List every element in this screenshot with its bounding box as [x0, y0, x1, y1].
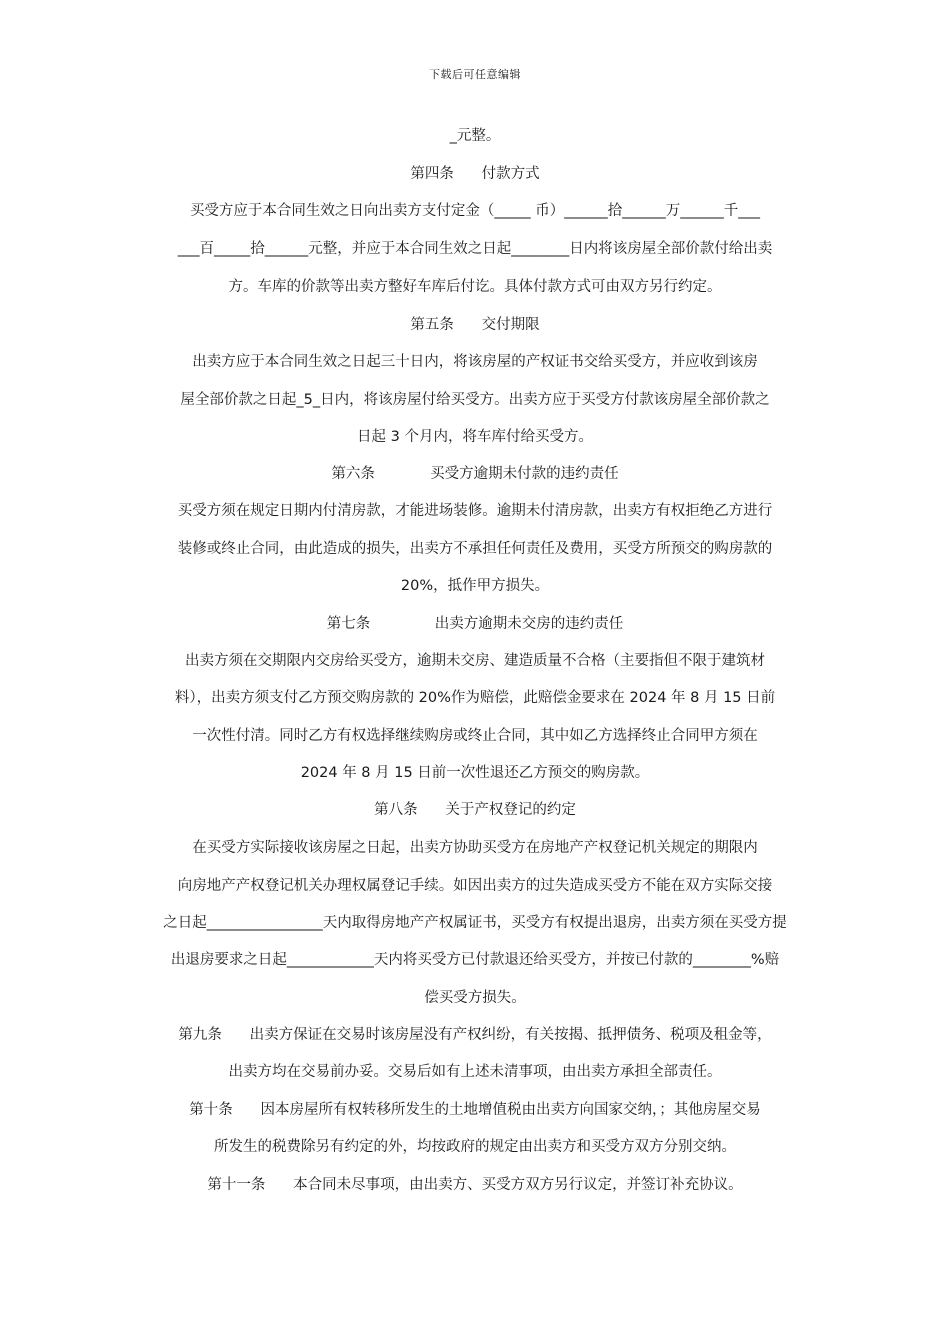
text-line: 第十一条 本合同未尽事项，由出卖方、买受方双方另行议定，并签订补充协议。	[207, 1177, 743, 1193]
page-header: 下载后可任意编辑	[429, 68, 521, 81]
text-line: 出卖方均在交易前办妥。交易后如有上述未清事项，由出卖方承担全部责任。	[228, 1064, 722, 1080]
section-heading: 第五条 交付期限	[410, 317, 540, 333]
text-line: 第九条 出卖方保证在交易时该房屋没有产权纠纷，有关按揭、抵押债务、税项及租金等，	[178, 1027, 772, 1043]
text-line: ___百_____拾______元整，并应于本合同生效之日起________日内将该房屋全部价款付给出卖	[177, 241, 773, 257]
text-line: 方。车库的价款等出卖方整好车库后付讫。具体付款方式可由双方另行约定。	[228, 279, 722, 295]
text-line: 一次性付清。同时乙方有权选择继续购房或终止合同，其中如乙方选择终止合同甲方须在	[192, 728, 758, 744]
text-line: 买受方须在规定日期内付清房款，才能进场装修。逾期未付清房款，出卖方有权拒绝乙方进行	[177, 503, 773, 519]
section-heading: 第七条 出卖方逾期未交房的违约责任	[326, 616, 624, 632]
text-line: 装修或终止合同，由此造成的损失，出卖方不承担任何责任及费用，买受方所预交的购房款的	[177, 541, 773, 557]
text-line: 2024 年 8 月 15 日前一次性退还乙方预交的购房款。	[300, 765, 650, 781]
text-line: 20%，抵作甲方损失。	[400, 578, 550, 594]
text-line: _元整。	[449, 128, 501, 144]
text-line: 偿买受方损失。	[424, 990, 526, 1006]
text-line: 出退房要求之日起____________天内将买受方已付款退还给买受方，并按已付款的________%赔	[170, 952, 780, 968]
section-heading: 第六条 买受方逾期未付款的违约责任	[331, 466, 619, 482]
text-line: 日起 3 个月内，将车库付给买受方。	[357, 429, 593, 445]
text-line: 屋全部价款之日起_5_日内，将该房屋付给买受方。出卖方应于买受方付款该房屋全部价款之	[180, 392, 770, 408]
text-line: 出卖方须在交期限内交房给买受方，逾期未交房、建造质量不合格（主要指但不限于建筑材	[185, 653, 765, 669]
text-line: 出卖方应于本合同生效之日起三十日内，将该房屋的产权证书交给买受方，并应收到该房	[192, 354, 758, 370]
text-line: 料），出卖方须支付乙方预交购房款的 20%作为赔偿，此赔偿金要求在 2024 年 8 月 15 日前	[174, 690, 776, 706]
text-line: 之日起________________天内取得房地产产权属证书，买受方有权提出退房，出卖方须在买受方提	[163, 915, 787, 931]
text-line: 在买受方实际接收该房屋之日起，出卖方协助买受方在房地产产权登记机关规定的期限内	[192, 840, 758, 856]
text-line: 第十条 因本房屋所有权转移所发生的土地增值税由出卖方向国家交纳，；其他房屋交易	[189, 1102, 761, 1118]
text-line: 所发生的税费除另有约定的外，均按政府的规定由出卖方和买受方双方分别交纳。	[214, 1139, 736, 1155]
text-line: 买受方应于本合同生效之日向出卖方支付定金（_____ 币）______拾______万______千___	[189, 203, 761, 219]
section-heading: 第八条 关于产权登记的约定	[374, 802, 576, 818]
text-line: 向房地产产权登记机关办理权属登记手续。如因出卖方的过失造成买受方不能在双方实际交接	[177, 878, 773, 894]
section-heading: 第四条 付款方式	[410, 166, 540, 182]
